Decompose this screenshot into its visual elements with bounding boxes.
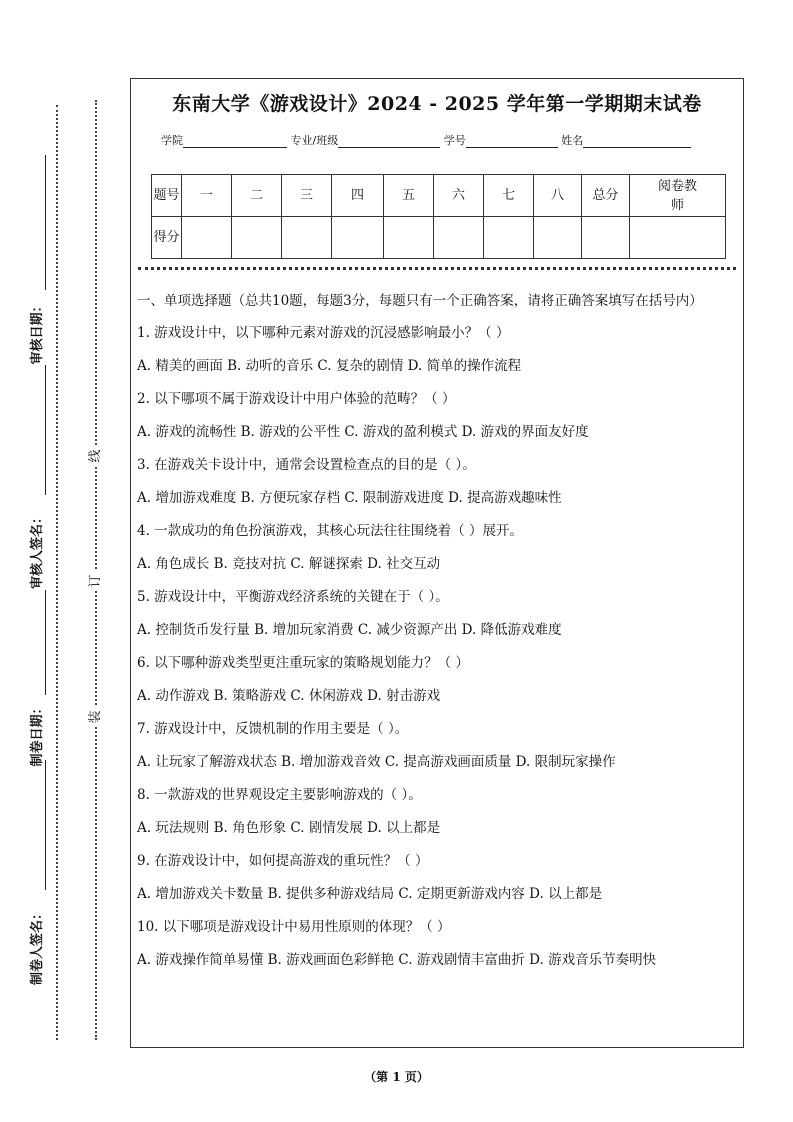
major-label: 专业/班级: [290, 134, 339, 147]
college-field[interactable]: [183, 135, 287, 148]
reviewer-sign-label: 审核人签名：: [30, 511, 45, 590]
question-5: 5. 游戏设计中，平衡游戏经济系统的关键在于（ ）。: [137, 589, 449, 605]
score-cell[interactable]: [534, 217, 582, 259]
name-label: 姓名: [561, 134, 584, 147]
options-1: A. 精美的画面 B. 动听的音乐 C. 复杂的剧情 D. 简单的操作流程: [137, 358, 522, 374]
question-3: 3. 在游戏关卡设计中，通常会设置检查点的目的是（ ）。: [137, 457, 476, 473]
score-cell-total[interactable]: [582, 217, 630, 259]
binding-dotted-line: [95, 100, 97, 1040]
question-2: 2. 以下哪项不属于游戏设计中用户体验的范畴？（ ）: [137, 391, 456, 407]
name-field[interactable]: [583, 135, 691, 148]
options-4: A. 角色成长 B. 竞技对抗 C. 解谜探索 D. 社交互动: [137, 556, 441, 572]
options-7: A. 让玩家了解游戏状态 B. 增加游戏音效 C. 提高游戏画面质量 D. 限制玩家操作: [137, 754, 616, 770]
col-header: 七: [484, 175, 534, 217]
outer-dotted-line: [56, 105, 58, 1040]
question-7: 7. 游戏设计中，反馈机制的作用主要是（ ）。: [137, 721, 409, 737]
review-date-line: [45, 155, 46, 290]
options-3: A. 增加游戏难度 B. 方便玩家存档 C. 限制游戏进度 D. 提高游戏趣味性: [137, 490, 562, 506]
row-label-defen: 得分: [152, 217, 182, 259]
college-label: 学院: [161, 134, 183, 147]
col-header: 三: [282, 175, 332, 217]
student-id-field[interactable]: [466, 135, 558, 148]
score-cell[interactable]: [434, 217, 484, 259]
options-10: A. 游戏操作简单易懂 B. 游戏画面色彩鲜艳 C. 游戏剧情丰富曲折 D. 游戏音乐节奏明快: [137, 952, 657, 968]
col-header-grader: 阅卷教师: [630, 175, 726, 217]
col-header: 四: [332, 175, 384, 217]
options-5: A. 控制货币发行量 B. 增加玩家消费 C. 减少资源产出 D. 降低游戏难度: [137, 622, 562, 638]
row-label-tihao: 题号: [152, 175, 182, 217]
maker-sign-label: 制卷人签名：: [30, 907, 45, 986]
question-6: 6. 以下哪种游戏类型更注重玩家的策略规划能力？（ ）: [137, 655, 469, 671]
binding-char-line: 线: [87, 446, 105, 466]
options-6: A. 动作游戏 B. 策略游戏 C. 休闲游戏 D. 射击游戏: [137, 688, 441, 704]
maker-sign-line: [45, 760, 46, 890]
score-value-row: [152, 217, 726, 259]
question-9: 9. 在游戏设计中，如何提高游戏的重玩性？（ ）: [137, 853, 429, 869]
page-number: （第 1 页）: [364, 1070, 429, 1084]
make-date-label: 制卷日期：: [30, 701, 45, 767]
col-header-total: 总分: [582, 175, 630, 217]
dotted-separator: [138, 267, 736, 270]
col-header: 八: [534, 175, 582, 217]
options-8: A. 玩法规则 B. 角色形象 C. 剧情发展 D. 以上都是: [137, 820, 441, 836]
score-table: [151, 174, 726, 259]
options-9: A. 增加游戏关卡数量 B. 提供多种游戏结局 C. 定期更新游戏内容 D. 以上都是: [137, 886, 603, 902]
score-cell[interactable]: [182, 217, 232, 259]
question-1: 1. 游戏设计中，以下哪种元素对游戏的沉浸感影响最小？（ ）: [137, 325, 510, 341]
exam-title: 东南大学《游戏设计》2024 - 2025 学年第一学期期末试卷: [172, 93, 702, 115]
binding-char-zhuang: 装: [87, 707, 105, 727]
major-field[interactable]: [338, 135, 440, 148]
reviewer-sign-line: [45, 365, 46, 495]
student-info-row: [161, 132, 691, 148]
col-header: 二: [232, 175, 282, 217]
question-8: 8. 一款游戏的世界观设定主要影响游戏的（ ）。: [137, 787, 422, 803]
score-cell[interactable]: [332, 217, 384, 259]
score-cell[interactable]: [384, 217, 434, 259]
student-id-label: 学号: [443, 134, 466, 147]
col-header: 六: [434, 175, 484, 217]
exam-frame: [130, 78, 744, 1048]
question-4: 4. 一款成功的角色扮演游戏，其核心玩法往往围绕着（ ）展开。: [137, 523, 523, 539]
options-2: A. 游戏的流畅性 B. 游戏的公平性 C. 游戏的盈利模式 D. 游戏的界面友好度: [137, 424, 589, 440]
score-cell[interactable]: [282, 217, 332, 259]
col-header: 一: [182, 175, 232, 217]
binding-char-ding: 订: [87, 571, 105, 591]
section-heading: 一、单项选择题（总共10题，每题3分，每题只有一个正确答案，请将正确答案填写在括号内）: [137, 293, 703, 309]
question-10: 10. 以下哪项是游戏设计中易用性原则的体现？（ ）: [137, 919, 451, 935]
review-date-label: 审核日期：: [30, 299, 45, 365]
score-cell-grader[interactable]: [630, 217, 726, 259]
score-header-row: [152, 175, 726, 217]
score-cell[interactable]: [484, 217, 534, 259]
col-header: 五: [384, 175, 434, 217]
section-1: [137, 290, 737, 982]
score-cell[interactable]: [232, 217, 282, 259]
